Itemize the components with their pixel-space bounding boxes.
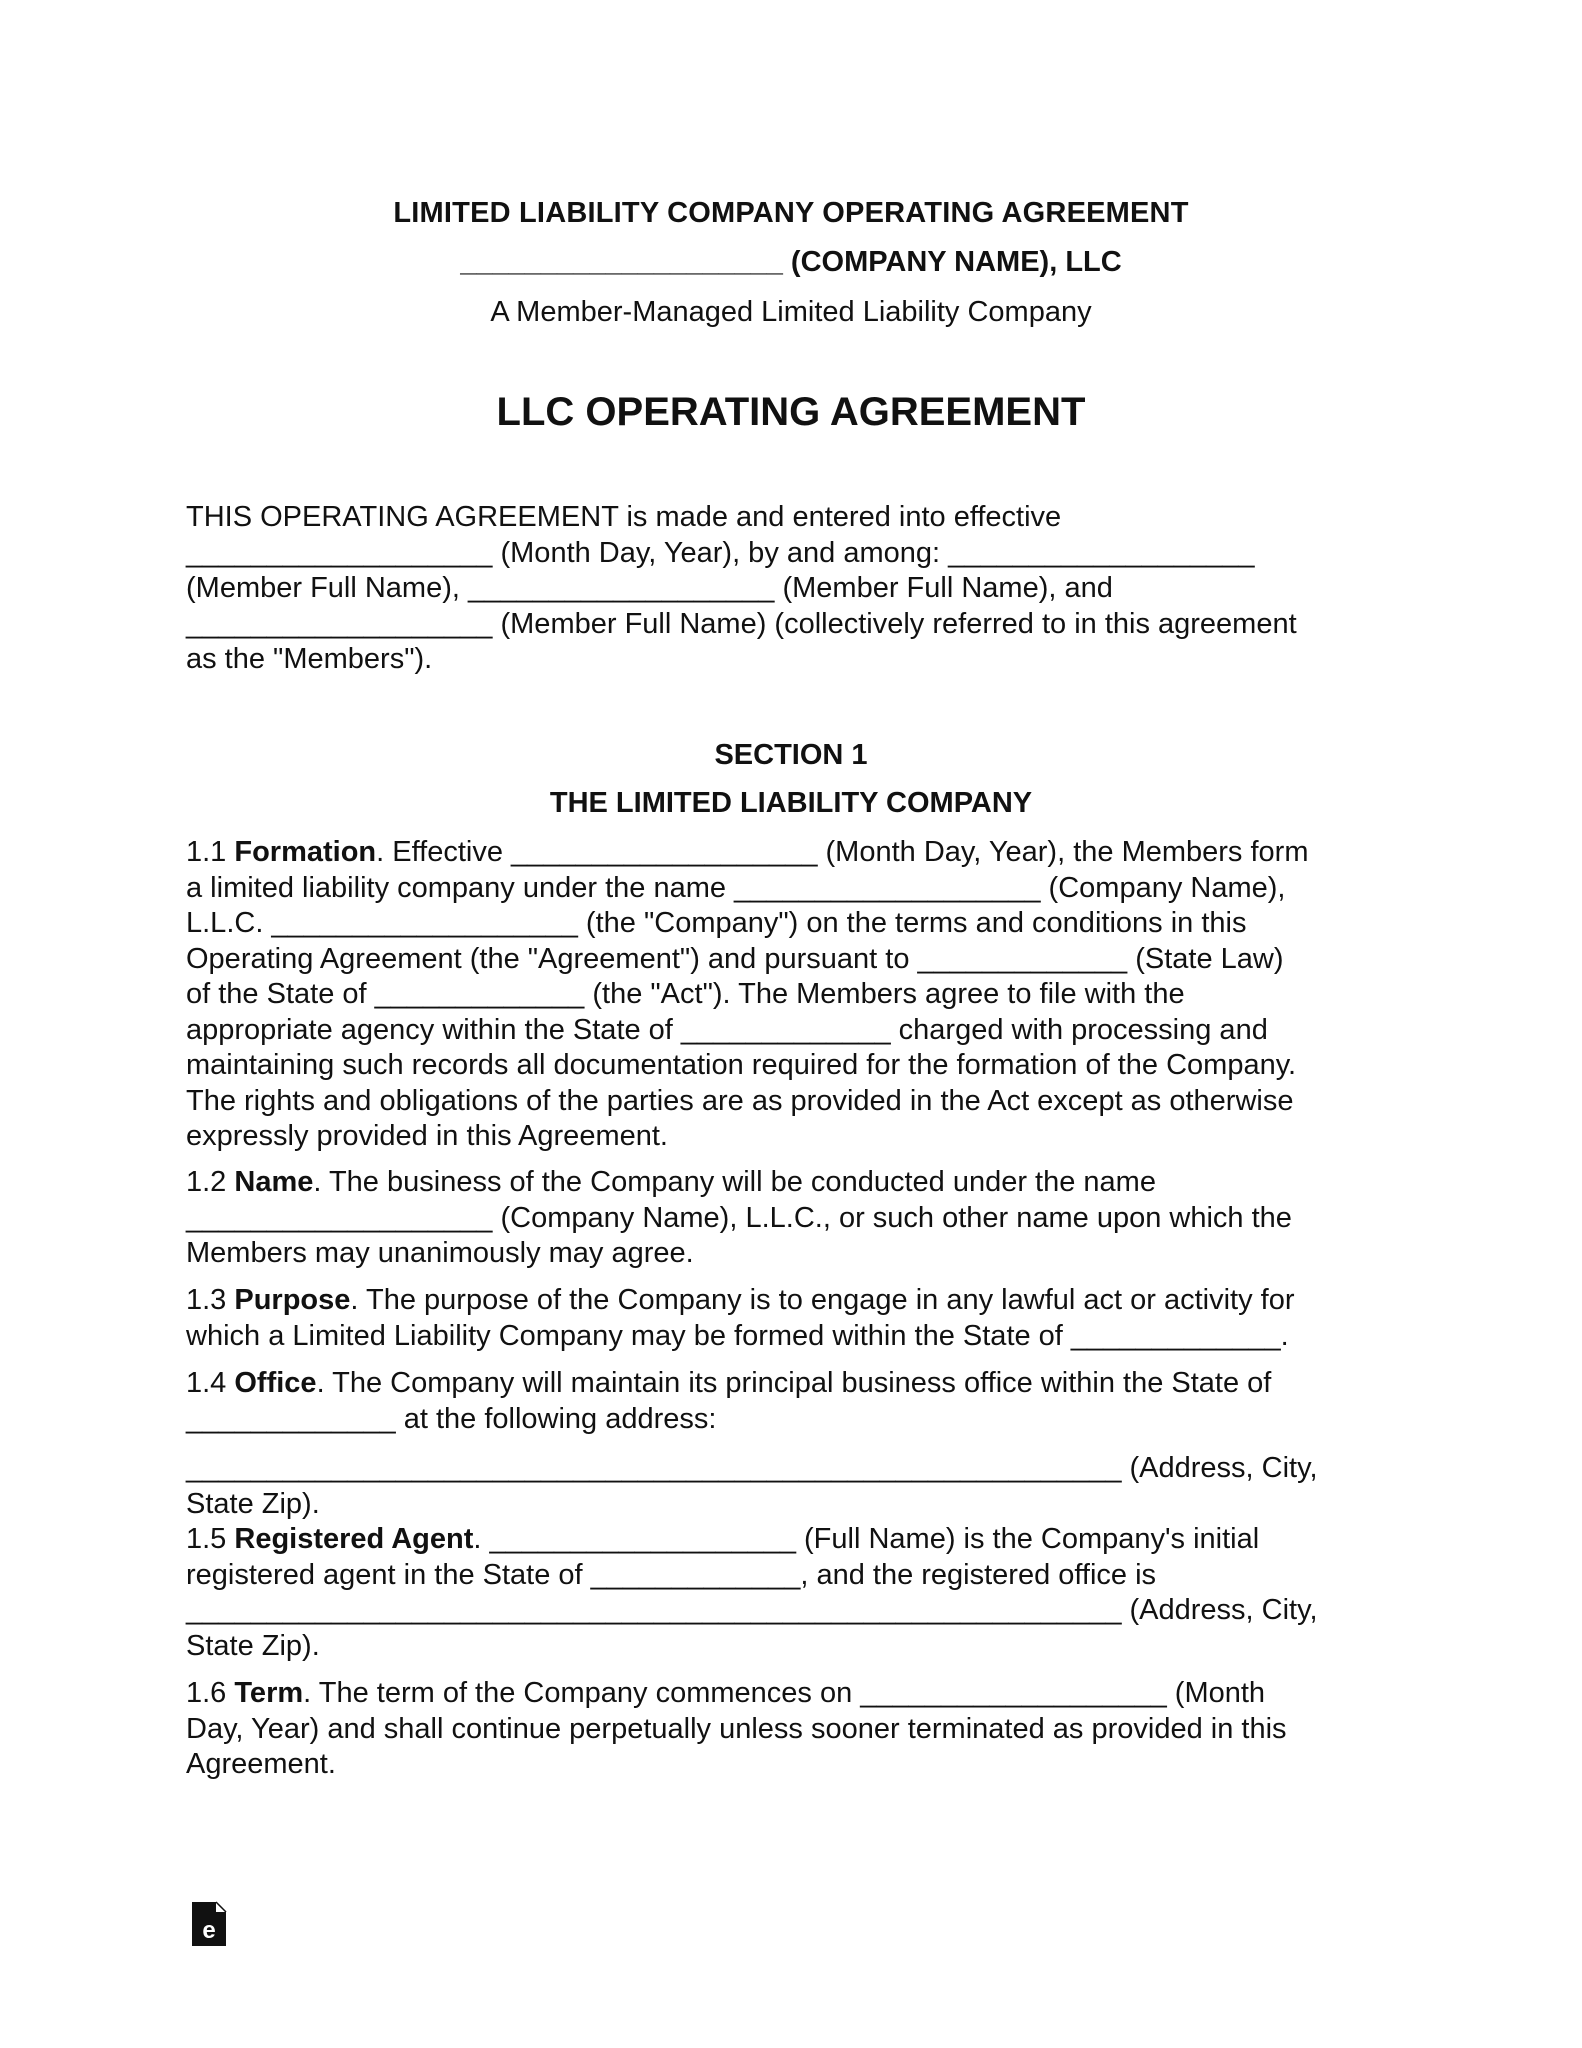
clause-line: of the State of _____________ (the "Act"). The Members agree to file with the — [186, 978, 1185, 1010]
clause-line: . Effective ___________________ (Month Day, Year), the Members form — [376, 836, 1309, 868]
clause-name — [186, 1165, 1416, 1272]
clause-line: which a Limited Liability Company may be formed within the State of _____________. — [186, 1319, 1289, 1352]
clause-line: State Zip). — [186, 1629, 320, 1662]
clause-heading: Purpose — [234, 1284, 351, 1316]
clause-line: Day, Year) and shall continue perpetually unless sooner terminated as provided in this — [186, 1712, 1287, 1745]
clause-heading: Term — [234, 1677, 304, 1709]
clause-office — [186, 1366, 1416, 1522]
clause-line: a limited liability company under the name ___________________ (Company Name), — [186, 871, 1286, 904]
section-title: THE LIMITED LIABILITY COMPANY — [549, 787, 1033, 819]
clause-heading: Formation — [234, 836, 377, 868]
clause-line: . The business of the Company will be conducted under the name — [313, 1166, 1156, 1198]
eforms-logo-icon — [190, 1900, 228, 1948]
clause-heading: Registered Agent — [234, 1523, 474, 1555]
clause-line: appropriate agency within the State of _____________ charged with processing and — [186, 1013, 1268, 1046]
clause-heading: Name — [234, 1166, 314, 1198]
clause-number: 1.6 — [186, 1677, 235, 1709]
clause-line: __________________________________________________________ (Address, City, — [186, 1594, 1318, 1626]
clause-line: ___________________ (Company Name), L.L.C., or such other name upon which the — [186, 1201, 1292, 1234]
document-subtitle: A Member-Managed Limited Liability Company — [490, 296, 1092, 328]
clause-heading: Office — [234, 1367, 317, 1399]
clause-number: 1.1 — [186, 836, 235, 868]
intro-line: THIS OPERATING AGREEMENT is made and entered into effective — [186, 501, 1062, 533]
clause-line: . The term of the Company commences on ___________________ (Month — [303, 1677, 1266, 1709]
clause-number: 1.4 — [186, 1367, 235, 1399]
clause-line: . The purpose of the Company is to engage in any lawful act or activity for — [350, 1284, 1295, 1316]
clause-number: 1.3 — [186, 1284, 235, 1316]
clause-line: _____________ at the following address: — [186, 1402, 717, 1435]
section-number: SECTION 1 — [714, 739, 868, 771]
intro-line: ___________________ (Month Day, Year), by and among: ___________________ — [186, 536, 1255, 569]
intro-line: ___________________ (Member Full Name) (collectively referred to in this agreement — [186, 607, 1297, 640]
company-name-line: ____________________ (COMPANY NAME), LLC — [460, 246, 1122, 278]
clause-line: The rights and obligations of the parties are as provided in the Act except as otherwise — [186, 1084, 1294, 1117]
clause-number: 1.2 — [186, 1166, 235, 1198]
clause-registered-agent — [186, 1522, 1416, 1664]
clause-term — [186, 1676, 1416, 1783]
clause-formation — [186, 835, 1416, 1155]
clause-line: Members may unanimously may agree. — [186, 1237, 694, 1269]
clause-line: expressly provided in this Agreement. — [186, 1120, 668, 1152]
document-title: LIMITED LIABILITY COMPANY OPERATING AGREEMENT — [393, 197, 1189, 229]
intro-line: (Member Full Name), ___________________ (Member Full Name), and — [186, 572, 1113, 604]
clause-line: . The Company will maintain its principal business office within the State of — [316, 1367, 1272, 1399]
intro-paragraph — [186, 500, 1416, 678]
clause-line: State Zip). — [186, 1487, 320, 1520]
main-heading: LLC OPERATING AGREEMENT — [496, 390, 1086, 434]
svg-text:e: e — [202, 1917, 216, 1944]
clause-line: Operating Agreement (the "Agreement") and pursuant to _____________ (State Law) — [186, 942, 1284, 975]
clause-line: L.L.C. ___________________ (the "Company") on the terms and conditions in this — [186, 907, 1247, 939]
clause-line: . ___________________ (Full Name) is the Company's initial — [473, 1523, 1260, 1555]
clause-line: maintaining such records all documentation required for the formation of the Company. — [186, 1049, 1297, 1081]
clause-line: Agreement. — [186, 1748, 336, 1780]
intro-line: as the "Members"). — [186, 643, 433, 675]
clause-number: 1.5 — [186, 1523, 235, 1555]
clause-line: __________________________________________________________ (Address, City, — [186, 1452, 1318, 1484]
clause-purpose — [186, 1283, 1416, 1354]
clause-line: registered agent in the State of _____________, and the registered office is — [186, 1558, 1157, 1591]
